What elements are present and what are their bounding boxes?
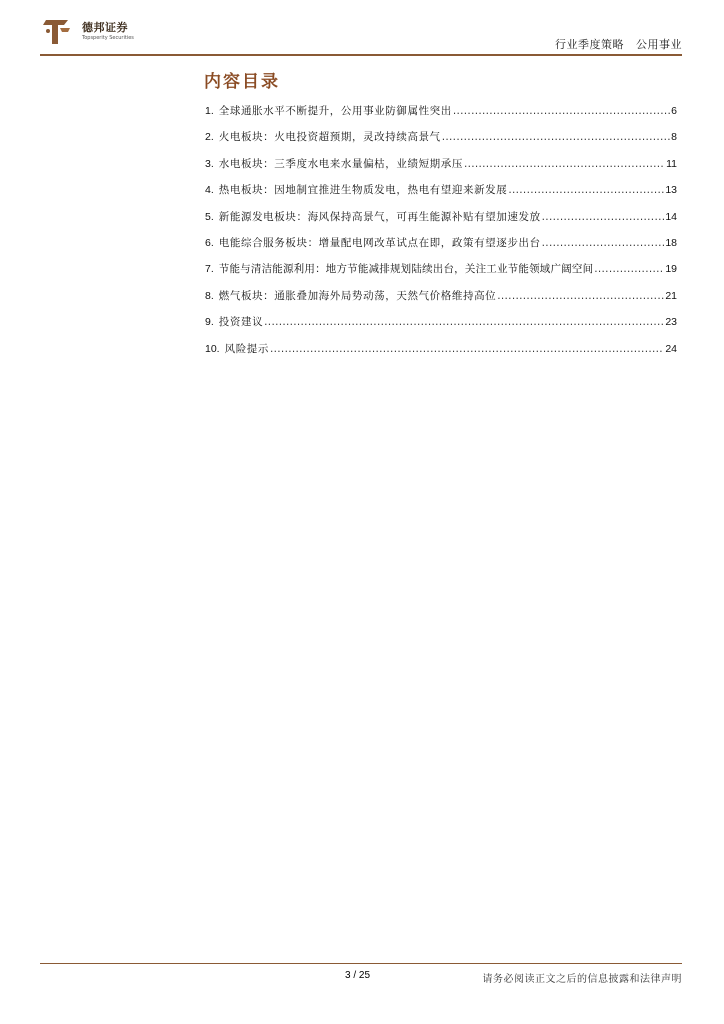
toc-title: 内容目录	[204, 72, 280, 92]
toc-entry-number: 10.	[205, 342, 220, 355]
toc-entry-number: 1.	[205, 105, 214, 117]
toc-entry-title: 燃气板块：通胀叠加海外局势动荡，天然气价格维持高位	[218, 289, 497, 302]
toc-entry-number: 3.	[205, 157, 214, 170]
toc-entry-number: 5.	[205, 210, 214, 223]
toc-leader-dots	[270, 343, 664, 355]
toc-leader-dots	[594, 263, 664, 275]
toc-entry[interactable]	[205, 261, 677, 287]
report-category	[555, 36, 682, 52]
toc-entry-number: 9.	[205, 316, 214, 329]
toc-leader-dots	[464, 158, 665, 170]
toc-leader-dots	[542, 211, 665, 223]
toc-entry-page: 14	[665, 210, 677, 223]
page-number: 3 / 25	[345, 970, 371, 981]
toc-entry-page: 11	[666, 157, 677, 170]
logo-english-name: Topsperity Securities	[82, 35, 134, 41]
toc-entry[interactable]	[205, 314, 677, 340]
toc-entry[interactable]	[205, 341, 677, 367]
toc-entry[interactable]	[205, 235, 677, 261]
toc-entry-page: 8	[671, 131, 677, 144]
legal-disclaimer: 请务必阅读正文之后的信息披露和法律声明	[482, 974, 682, 985]
toc-entry-title: 热电板块：因地制宜推进生物质发电，热电有望迎来新发展	[218, 184, 508, 197]
toc-entry-title: 水电板块：三季度水电来水量偏枯，业绩短期承压	[218, 157, 463, 170]
toc-entry-page: 18	[665, 236, 677, 249]
toc-leader-dots	[542, 237, 665, 249]
toc-entry[interactable]	[205, 288, 677, 314]
company-logo	[40, 16, 150, 52]
toc-entry-page: 13	[665, 184, 677, 197]
toc-entry-number: 8.	[205, 289, 214, 302]
toc-entry-title: 投资建议	[218, 316, 264, 329]
toc-entry-number: 6.	[205, 236, 214, 249]
toc-entry-title: 节能与清洁能源利用：地方节能减排规划陆续出台，关注工业节能领域广阔空间	[218, 263, 594, 276]
toc-entry-page: 23	[665, 316, 677, 329]
toc-entry-page: 21	[665, 289, 677, 302]
toc-entry-page: 19	[665, 263, 677, 276]
report-sector: 公用事业	[636, 38, 682, 51]
toc-entry-number: 7.	[205, 263, 214, 276]
toc-entry-number: 2.	[205, 131, 214, 144]
logo-chinese-name: 德邦证券	[82, 21, 128, 34]
toc-entry[interactable]	[205, 209, 677, 235]
toc-leader-dots	[508, 184, 664, 196]
logo-emblem-icon	[40, 16, 74, 48]
toc-entry-title: 全球通胀水平不断提升，公用事业防御属性突出	[218, 105, 452, 117]
header-divider	[40, 54, 682, 56]
toc-entry[interactable]	[205, 129, 677, 155]
toc-entry-title: 电能综合服务板块：增量配电网改革试点在即，政策有望逐步出台	[218, 236, 541, 249]
toc-entry-title: 风险提示	[224, 342, 270, 355]
toc-leader-dots	[264, 316, 664, 328]
toc-entry-number: 4.	[205, 184, 214, 197]
toc-entry-page: 24	[665, 342, 677, 355]
table-of-contents	[205, 103, 677, 367]
footer-divider	[40, 963, 682, 964]
toc-entry[interactable]	[205, 103, 677, 129]
report-type: 行业季度策略	[555, 38, 624, 51]
toc-entry[interactable]	[205, 156, 677, 182]
toc-leader-dots	[453, 105, 670, 117]
toc-leader-dots	[497, 290, 664, 302]
toc-entry-title: 新能源发电板块：海风保持高景气，可再生能源补贴有望加速发放	[218, 210, 541, 223]
toc-entry-title: 火电板块：火电投资超预期，灵改持续高景气	[218, 131, 441, 144]
toc-entry[interactable]	[205, 182, 677, 208]
toc-leader-dots	[442, 131, 670, 143]
toc-entry-page: 6	[671, 105, 677, 117]
